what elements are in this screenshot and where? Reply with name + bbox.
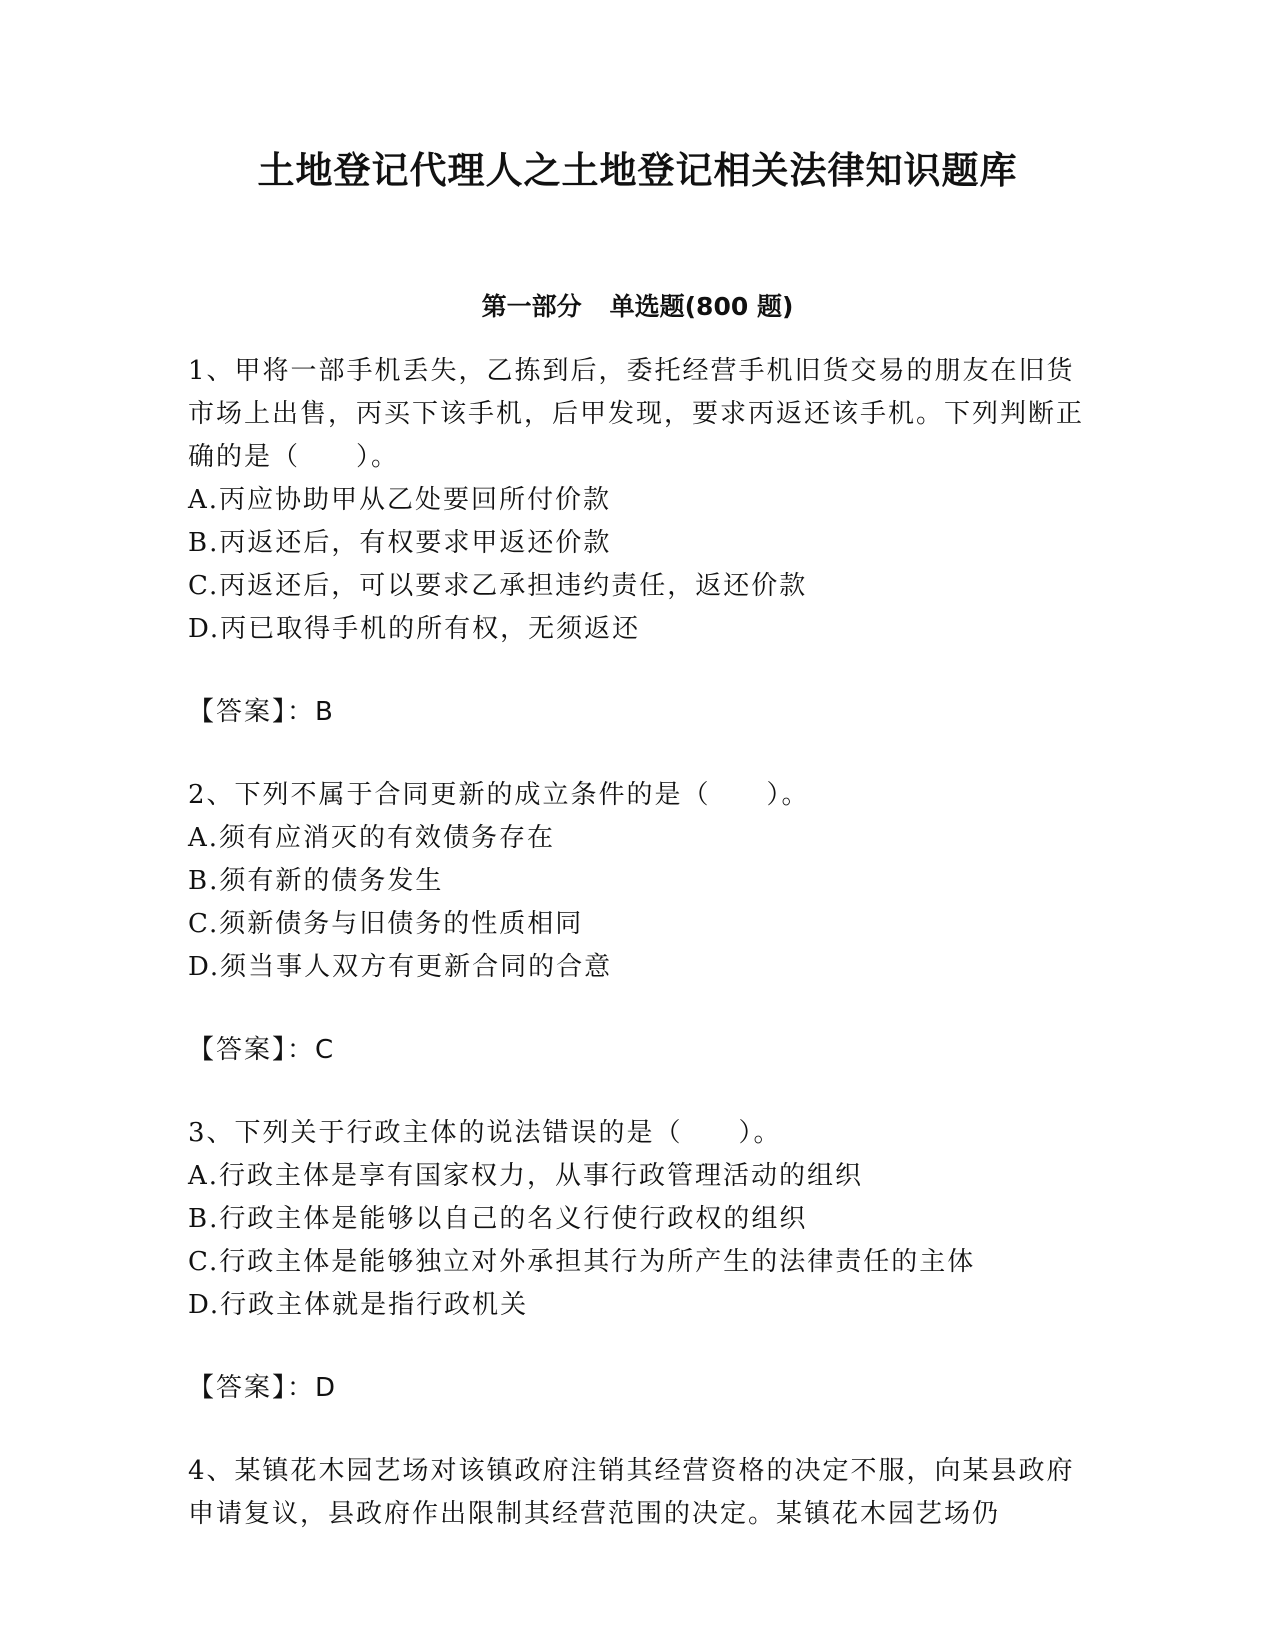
answer-value: D — [315, 1373, 338, 1403]
section-name: 单选题(800 题) — [609, 292, 794, 321]
option-c: C.行政主体是能够独立对外承担其行为所产生的法律责任的主体 — [188, 1247, 976, 1277]
question-2 — [188, 774, 1088, 1072]
answer-line — [188, 1367, 1088, 1410]
answer-value: C — [315, 1035, 336, 1065]
option-b: B.丙返还后，有权要求甲返还价款 — [188, 528, 612, 558]
question-stem: 1、甲将一部手机丢失，乙拣到后，委托经营手机旧货交易的朋友在旧货市场上出售，丙买下该手机，后甲发现，要求丙返还该手机。下列判断正确的是（ ）。 — [188, 356, 1085, 472]
answer-label: 【答案】： — [188, 1035, 316, 1065]
question-stem: 3、下列关于行政主体的说法错误的是（ ）。 — [188, 1118, 782, 1148]
section-part: 第一部分 — [481, 292, 582, 321]
option-a: A.丙应协助甲从乙处要回所付价款 — [188, 485, 612, 515]
answer-value: B — [315, 697, 335, 727]
question-stem: 4、某镇花木园艺场对该镇政府注销其经营资格的决定不服，向某县政府申请复议，县政府作出限制其经营范围的决定。某镇花木园艺场仍 — [188, 1456, 1075, 1529]
option-c: C.须新债务与旧债务的性质相同 — [188, 909, 584, 939]
option-a: A.须有应消灭的有效债务存在 — [188, 823, 556, 853]
answer-label: 【答案】： — [188, 1373, 316, 1403]
answer-line — [188, 691, 1088, 734]
question-stem: 2、下列不属于合同更新的成立条件的是（ ）。 — [188, 780, 810, 810]
option-d: D.须当事人双方有更新合同的合意 — [188, 952, 613, 982]
question-1 — [188, 350, 1088, 734]
question-3 — [188, 1112, 1088, 1410]
option-a: A.行政主体是享有国家权力，从事行政管理活动的组织 — [188, 1161, 864, 1191]
section-heading — [0, 290, 1275, 324]
option-d: D.行政主体就是指行政机关 — [188, 1290, 529, 1320]
option-b: B.须有新的债务发生 — [188, 866, 444, 896]
question-list — [188, 350, 1088, 1536]
question-4 — [188, 1450, 1088, 1536]
answer-line — [188, 1029, 1088, 1072]
option-b: B.行政主体是能够以自己的名义行使行政权的组织 — [188, 1204, 808, 1234]
option-c: C.丙返还后，可以要求乙承担违约责任，返还价款 — [188, 571, 808, 601]
answer-label: 【答案】： — [188, 697, 316, 727]
option-d: D.丙已取得手机的所有权，无须返还 — [188, 614, 641, 644]
document-title: 土地登记代理人之土地登记相关法律知识题库 — [257, 148, 1018, 192]
